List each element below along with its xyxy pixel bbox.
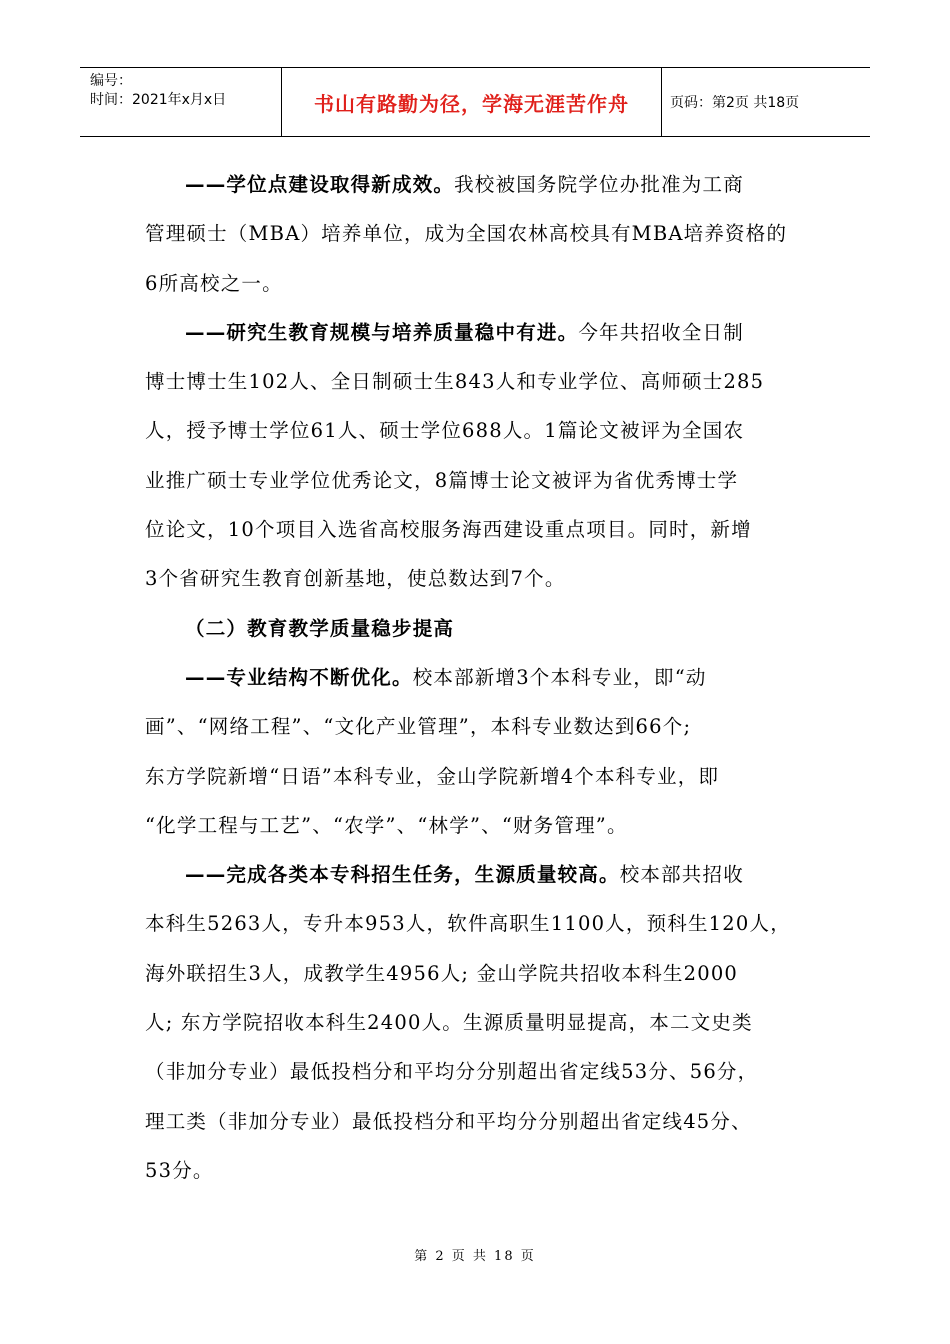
body-line: 人，授予博士学位61人、硕士学位688人。1篇论文被评为全国农	[145, 419, 745, 443]
body-line: 人; 东方学院招收本科生2400人。生源质量明显提高，本二文史类	[145, 1011, 753, 1035]
body-line: ——研究生教育规模与培养质量稳中有进。今年共招收全日制	[185, 320, 744, 344]
body-line: 画”、“网络工程”、“文化产业管理”，本科专业数达到66个;	[145, 715, 692, 739]
paragraph-lead: ——专业结构不断优化。	[185, 665, 413, 689]
body-line: 东方学院新增“日语”本科专业，金山学院新增4个本科专业，即	[145, 764, 720, 788]
header-page-info: 页码：第2页 共18页	[670, 95, 800, 111]
body-line: （非加分专业）最低投档分和平均分分别超出省定线53分、56分，	[145, 1060, 759, 1084]
body-line: 53分。	[145, 1158, 214, 1182]
page-header	[80, 67, 870, 137]
body-line: 位论文，10个项目入选省高校服务海西建设重点项目。同时，新增	[145, 518, 752, 542]
body-line: ——学位点建设取得新成效。我校被国务院学位办批准为工商	[185, 173, 744, 196]
time-label: 时间：2021年x月x日	[90, 92, 227, 108]
body-line: ——完成各类本专科招生任务，生源质量较高。校本部共招收	[185, 863, 744, 887]
body-line: 3个省研究生教育创新基地，使总数达到7个。	[145, 567, 566, 591]
body-line: 本科生5263人，专升本953人，软件高职生1100人，预科生120人，	[145, 912, 791, 936]
body-line: 海外联招生3人，成教学生4956人; 金山学院共招收本科生2000	[145, 961, 739, 985]
body-line: 6所高校之一。	[145, 271, 283, 295]
header-meta	[80, 68, 282, 136]
body-line: 理工类（非加分专业）最低投档分和平均分分别超出省定线45分、	[145, 1109, 752, 1133]
paragraph-lead: ——学位点建设取得新成效。	[185, 173, 455, 196]
body-line: ——专业结构不断优化。校本部新增3个本科专业，即“动	[185, 665, 707, 689]
document-body	[145, 160, 825, 1195]
body-line: “化学工程与工艺”、“农学”、“林学”、“财务管理”。	[145, 813, 628, 837]
body-line: 业推广硕士专业学位优秀论文，8篇博士论文被评为省优秀博士学	[145, 468, 739, 492]
section-heading: （二）教育教学质量稳步提高	[185, 616, 455, 640]
header-motto: 书山有路勤为径，学海无涯苦作舟	[282, 68, 662, 136]
paragraph-lead: ——完成各类本专科招生任务，生源质量较高。	[185, 863, 620, 887]
page-footer: 第 2 页 共 18 页	[414, 1249, 536, 1264]
body-line: 管理硕士（MBA）培养单位，成为全国农林高校具有MBA培养资格的	[145, 222, 788, 246]
number-label: 编号：	[90, 73, 132, 89]
body-line: 博士博士生102人、全日制硕士生843人和专业学位、高师硕士285	[145, 370, 765, 394]
paragraph-lead: ——研究生教育规模与培养质量稳中有进。	[185, 320, 579, 344]
